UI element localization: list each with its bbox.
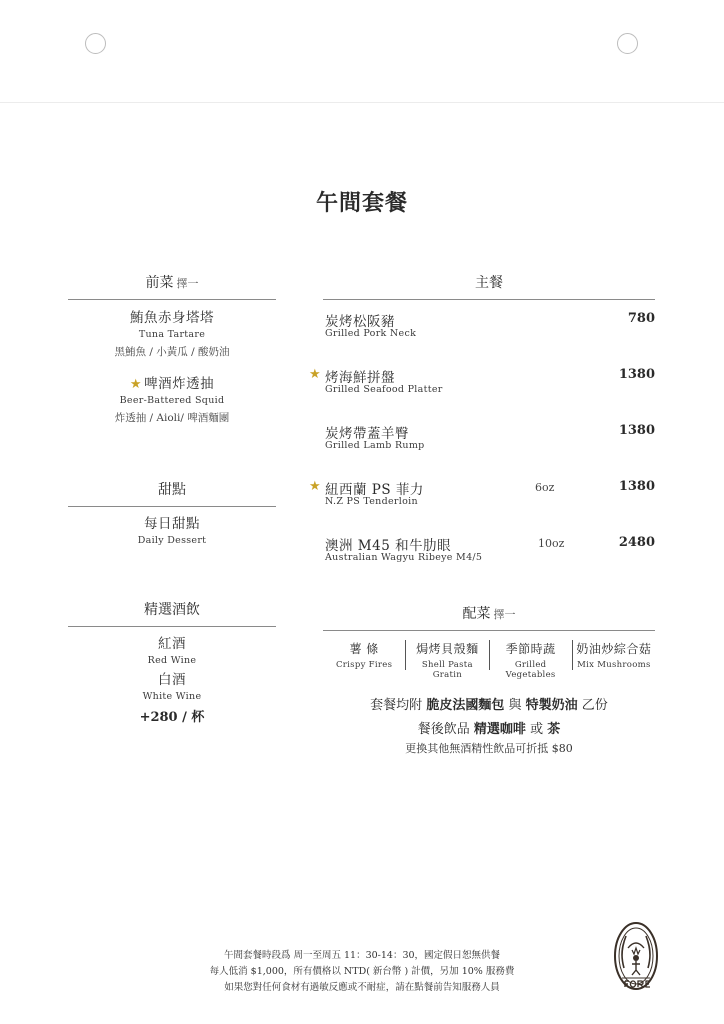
drink-item-zh: 白酒 — [158, 672, 186, 688]
star-icon: ★ — [309, 367, 321, 382]
starter-item — [68, 306, 276, 359]
note-text: 與 — [508, 698, 522, 713]
note-highlight: 脆皮法國麵包 — [426, 698, 505, 713]
side-item — [406, 640, 489, 680]
starters-heading-sub: 擇一 — [176, 277, 199, 290]
starter-item-en: Tuna Tartare — [138, 329, 206, 340]
side-item — [323, 640, 406, 670]
main-item-price: 1380 — [618, 423, 655, 438]
main-item — [325, 366, 655, 406]
drink-item — [68, 668, 276, 702]
note-highlight: 精選咖啡 — [473, 722, 526, 737]
drink-price: +280 / 杯 — [139, 710, 205, 725]
drink-swap-note: 更換其他無酒精性飲品可折抵 $80 — [405, 742, 573, 755]
dessert-item-en: Daily Dessert — [137, 535, 207, 546]
side-item-zh: 奶油炒綜合菇 — [576, 642, 652, 656]
drink-item — [68, 632, 276, 666]
side-item-en: Crispy Fires — [335, 660, 393, 670]
sides-heading — [323, 603, 655, 631]
note-text: 套餐均附 — [370, 698, 423, 713]
starter-item-desc: 黑鮪魚 / 小黃瓜 / 酸奶油 — [114, 346, 230, 358]
starter-item-en: Beer-Battered Squid — [119, 395, 225, 406]
set-includes-note — [323, 694, 655, 713]
starter-item-zh: 啤酒炸透抽 — [144, 376, 215, 392]
main-item-weight: 6oz — [535, 481, 555, 494]
dessert-item-zh: 每日甜點 — [144, 516, 200, 532]
star-icon: ★ — [309, 479, 321, 494]
note-highlight: 特製奶油 — [525, 698, 578, 713]
starter-item-desc: 炸透抽 / Aioli/ 啤酒麵團 — [114, 412, 230, 424]
star-icon: ★ — [129, 377, 143, 392]
side-item-en: Shell Pasta Gratin — [421, 660, 473, 680]
main-item-zh: 炭烤帶蓋羊臀 — [325, 426, 409, 442]
main-item-price: 2480 — [618, 535, 655, 550]
drinks-heading: 精選酒飲 — [68, 599, 276, 627]
drink-item-en: Red Wine — [147, 655, 197, 666]
mains-heading: 主餐 — [323, 272, 655, 300]
side-item-zh: 薯 條 — [349, 642, 379, 656]
main-item-weight: 10oz — [538, 537, 565, 550]
sides-heading-sub: 擇一 — [493, 608, 516, 621]
side-item — [573, 640, 655, 670]
fore-logo-icon — [612, 920, 660, 996]
drink-item-en: White Wine — [142, 691, 202, 702]
main-item-zh: 炭烤松阪豬 — [325, 314, 395, 330]
main-item-zh: 烤海鮮拼盤 — [325, 370, 395, 386]
note-text: 或 — [530, 722, 544, 737]
main-item — [325, 478, 655, 518]
starter-item-zh: 鮪魚赤身塔塔 — [130, 310, 214, 326]
side-item-en: Grilled Vegetables — [505, 660, 556, 680]
footer-minimum-charge: 每人低消 $1,000，所有價格以 NTD( 新台幣 ) 計價，另加 10% 服務費 — [209, 966, 515, 977]
main-item-en: Australian Wagyu Ribeye M4/5 — [325, 552, 483, 563]
footer-allergy-notice: 如果您對任何食材有過敏反應或不耐症，請在點餐前告知服務人員 — [224, 982, 500, 993]
main-item-en: Grilled Lamb Rump — [325, 440, 425, 451]
binder-hole-right — [617, 33, 638, 54]
main-item — [325, 310, 655, 350]
main-item-zh: 澳洲 M45 和牛肋眼 — [325, 538, 452, 554]
main-item-price: 1380 — [618, 367, 655, 382]
note-text: 乙份 — [581, 698, 608, 713]
drink-item-zh: 紅酒 — [158, 636, 186, 652]
side-item-zh: 季節時蔬 — [505, 642, 556, 656]
starters-heading-label: 前菜 — [145, 275, 174, 291]
footer-hours: 午間套餐時段爲 周一至周五 11：30-14：30，國定假日恕無供餐 — [223, 950, 501, 961]
note-highlight: 茶 — [547, 722, 561, 737]
main-item-price: 780 — [627, 311, 655, 326]
fold-line — [0, 102, 724, 103]
main-item — [325, 422, 655, 462]
main-item-en: Grilled Pork Neck — [325, 328, 417, 339]
page-title: 午間套餐 — [315, 190, 408, 216]
side-item-en: Mix Mushrooms — [577, 660, 651, 670]
sides-heading-label: 配菜 — [462, 606, 491, 622]
dessert-heading: 甜點 — [68, 479, 276, 507]
side-item — [490, 640, 573, 680]
binder-hole-left — [85, 33, 106, 54]
main-item-en: N.Z PS Tenderloin — [325, 496, 418, 507]
starters-heading — [68, 272, 276, 300]
main-item — [325, 534, 655, 574]
after-meal-drink-note — [323, 718, 655, 737]
dessert-item — [68, 512, 276, 546]
sides-list — [323, 640, 655, 680]
main-item-price: 1380 — [618, 479, 655, 494]
side-item-zh: 焗烤貝殼麵 — [416, 642, 479, 656]
main-item-en: Grilled Seafood Platter — [325, 384, 443, 395]
starter-item — [68, 372, 276, 425]
note-text: 餐後飲品 — [417, 722, 470, 737]
main-item-zh: 紐西蘭 PS 菲力 — [325, 482, 424, 498]
